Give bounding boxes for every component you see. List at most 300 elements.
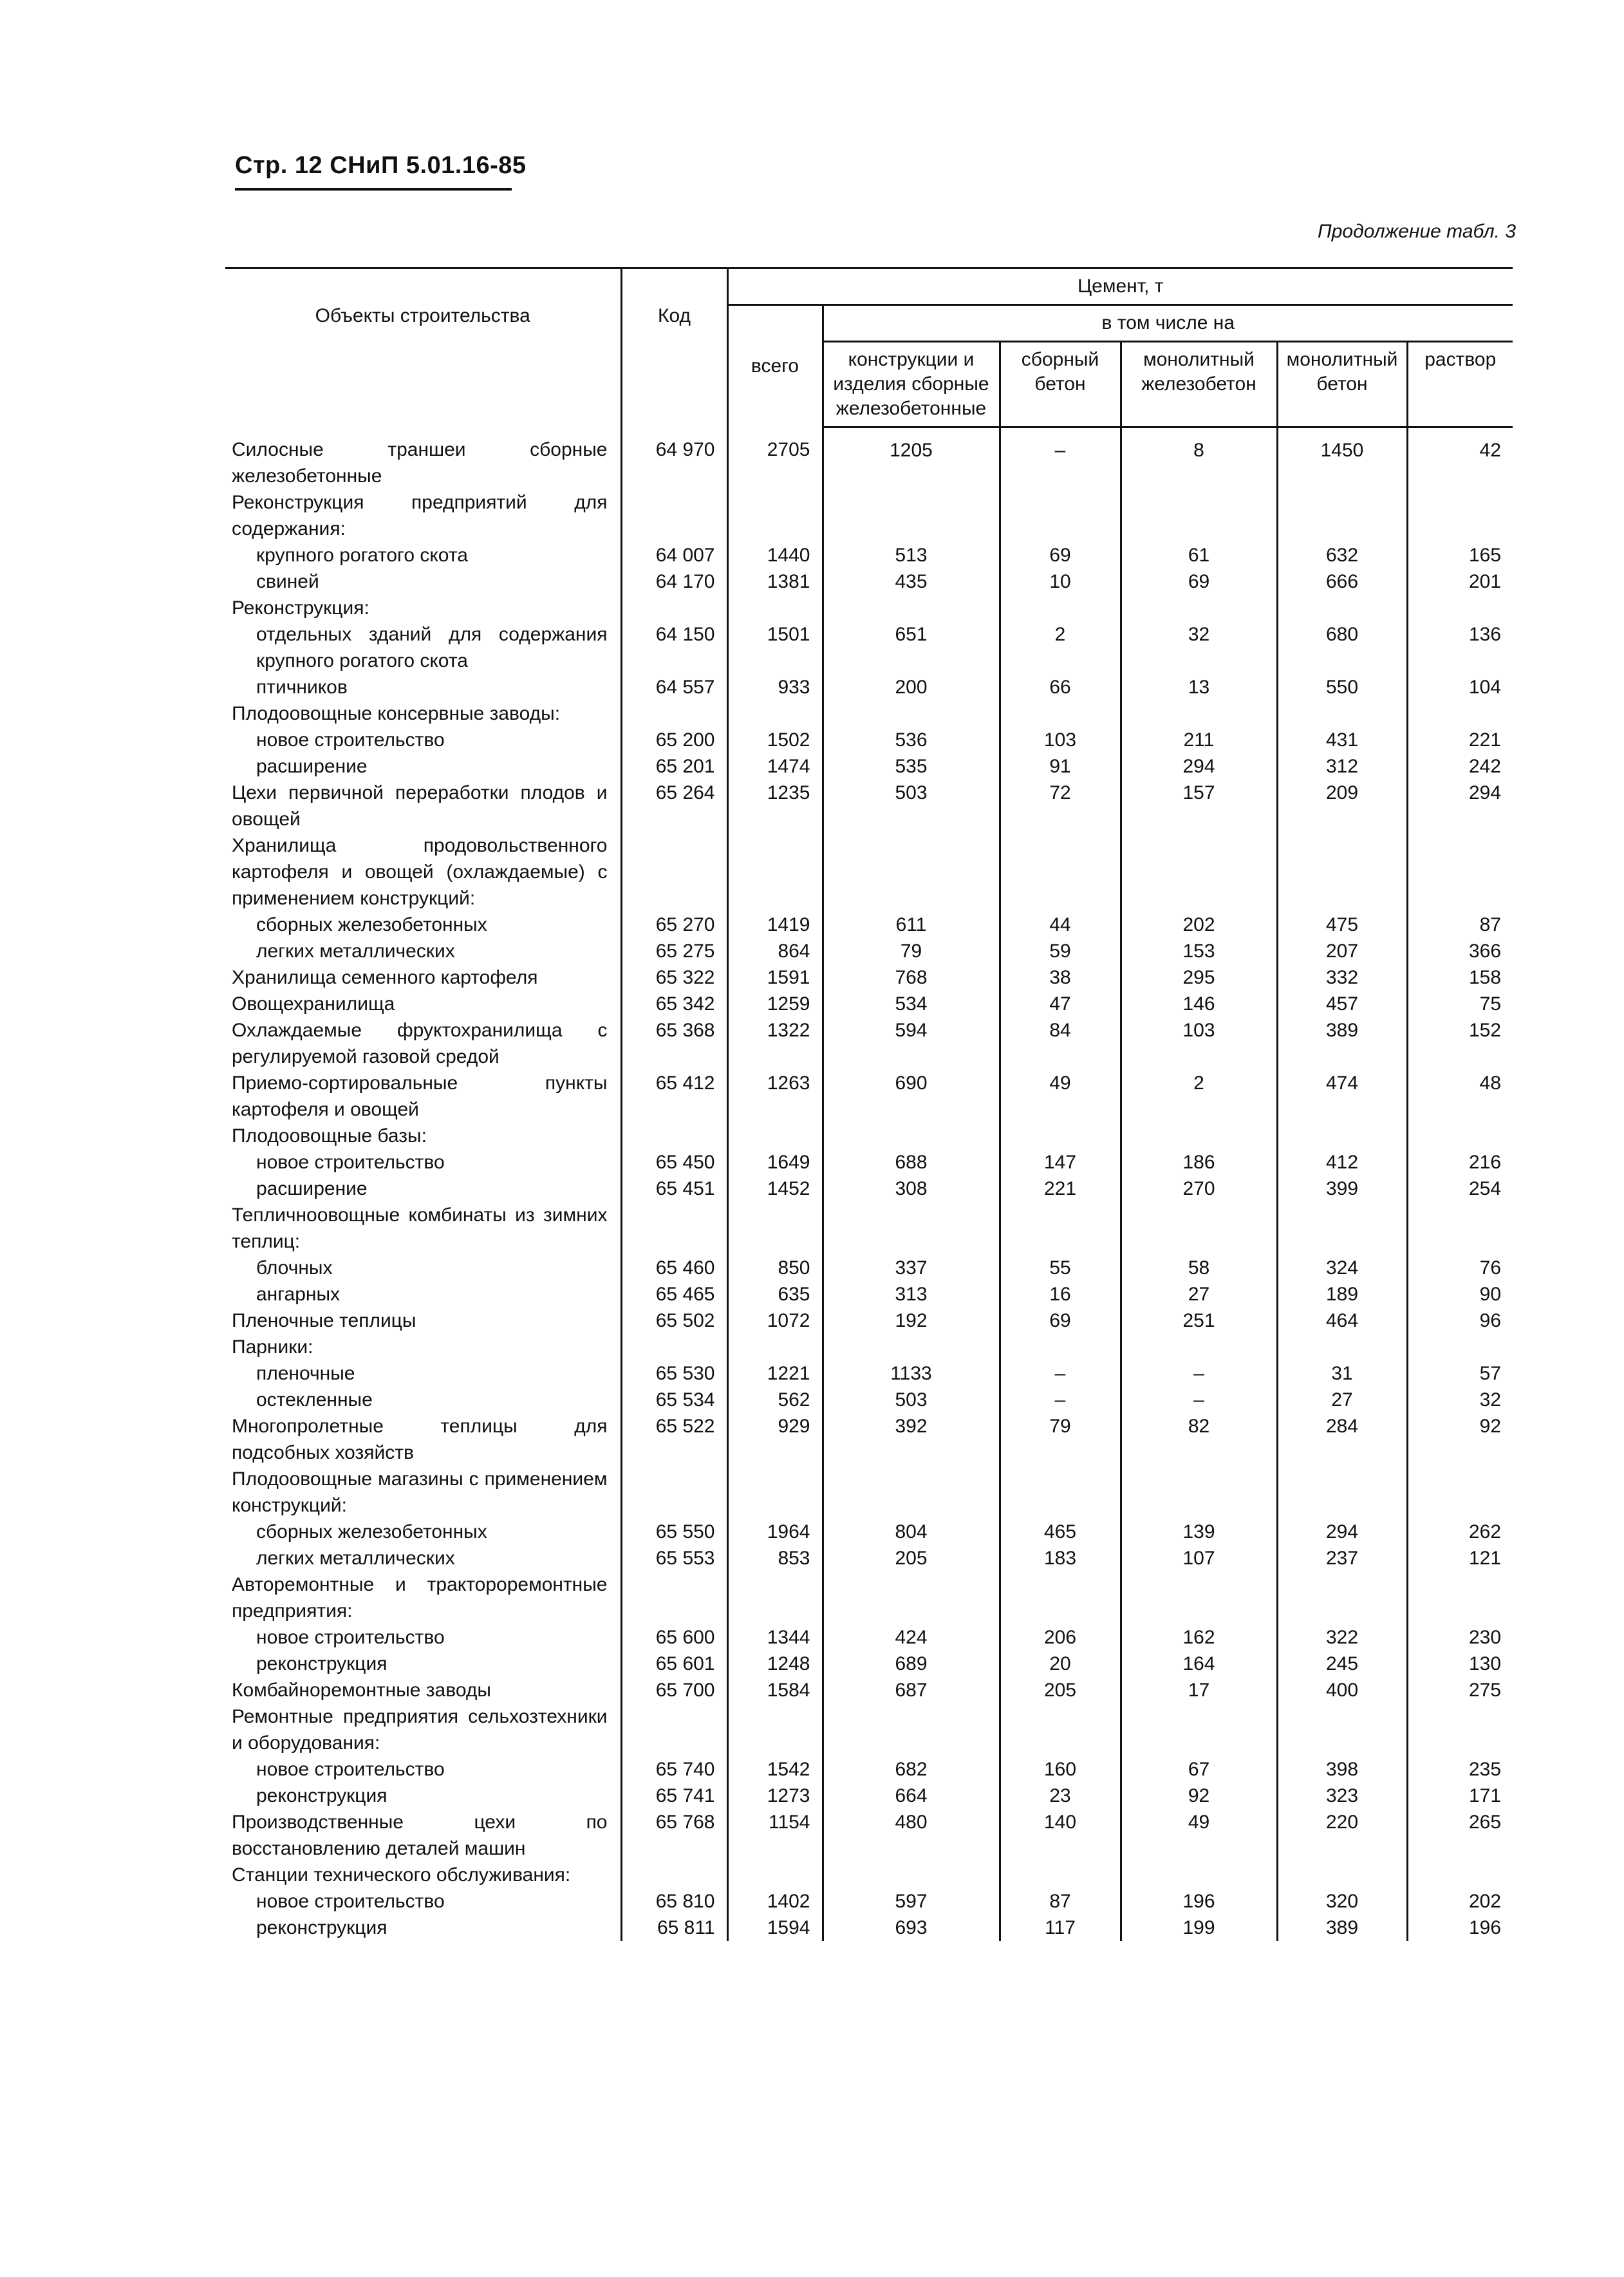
table-row — [225, 1255, 1513, 1281]
cell-total: 1419 — [727, 912, 823, 938]
col-mortar: раствор — [1407, 342, 1513, 427]
cell-code — [621, 832, 727, 912]
cell-object-name: Авторемонтные и трактороремонтные предприятия: — [232, 1573, 608, 1622]
cell-mortar — [1407, 489, 1513, 542]
cell-mortar: 254 — [1407, 1176, 1513, 1202]
cell-mortar: 121 — [1407, 1545, 1513, 1571]
cell-monolithic-concrete: 398 — [1277, 1756, 1407, 1783]
cell-total: 1502 — [727, 727, 823, 753]
cell-precast-concrete: 47 — [1000, 991, 1121, 1017]
cell-total: 864 — [727, 938, 823, 964]
cell-mortar: 104 — [1407, 674, 1513, 700]
col-objects: Объекты строительства — [225, 268, 621, 427]
cell-mortar: 165 — [1407, 542, 1513, 568]
cell-precast-concrete — [1000, 1334, 1121, 1360]
cell-total — [727, 489, 823, 542]
cell-object-name: Хранилища семенного картофеля — [232, 966, 538, 988]
cell-monolithic-concrete: 332 — [1277, 964, 1407, 991]
cell-monolithic-concrete — [1277, 832, 1407, 912]
cell-total: 562 — [727, 1387, 823, 1413]
cell-code — [621, 1862, 727, 1888]
cell-monolithic-concrete: 475 — [1277, 912, 1407, 938]
cell-monolithic-concrete: 207 — [1277, 938, 1407, 964]
col-precast-concrete: сборный бетон — [1000, 342, 1121, 427]
cell-object-name: новое строительство — [256, 729, 445, 751]
cell-monolithic-rc: 164 — [1121, 1651, 1277, 1677]
cell-monolithic-rc: 13 — [1121, 674, 1277, 700]
cell-precast-concrete — [1000, 1703, 1121, 1756]
cell-precast-concrete: 72 — [1000, 780, 1121, 832]
cell-precast-products — [823, 595, 1000, 621]
cell-code: 65 601 — [621, 1651, 727, 1677]
cell-code — [621, 1334, 727, 1360]
cell-precast-concrete: 87 — [1000, 1888, 1121, 1915]
cell-mortar — [1407, 595, 1513, 621]
cell-total — [727, 832, 823, 912]
cell-code: 65 811 — [621, 1915, 727, 1941]
cell-monolithic-rc: 211 — [1121, 727, 1277, 753]
cell-code — [621, 700, 727, 727]
cell-precast-concrete — [1000, 1862, 1121, 1888]
cell-precast-products: 480 — [823, 1809, 1000, 1862]
table-row — [225, 1545, 1513, 1571]
cell-monolithic-concrete: 399 — [1277, 1176, 1407, 1202]
cell-mortar: 294 — [1407, 780, 1513, 832]
table-row — [225, 1281, 1513, 1307]
cell-monolithic-rc: 32 — [1121, 621, 1277, 674]
cell-monolithic-rc: 82 — [1121, 1413, 1277, 1466]
cell-monolithic-rc: – — [1121, 1387, 1277, 1413]
table-row — [225, 753, 1513, 780]
cell-precast-concrete — [1000, 832, 1121, 912]
cell-precast-products: 535 — [823, 753, 1000, 780]
col-cement: Цемент, т — [727, 268, 1513, 305]
cell-precast-concrete: 205 — [1000, 1677, 1121, 1703]
cell-total: 1322 — [727, 1017, 823, 1070]
cell-precast-concrete: 66 — [1000, 674, 1121, 700]
cell-mortar: 202 — [1407, 1888, 1513, 1915]
cell-mortar — [1407, 1862, 1513, 1888]
cell-object-name: крупного рогатого скота — [256, 544, 468, 566]
cell-monolithic-concrete — [1277, 1123, 1407, 1149]
table-row — [225, 1202, 1513, 1255]
cell-total — [727, 595, 823, 621]
cell-precast-products: 664 — [823, 1783, 1000, 1809]
cell-object-name: Пленочные теплицы — [232, 1309, 416, 1331]
cell-code: 65 465 — [621, 1281, 727, 1307]
cell-precast-concrete: 117 — [1000, 1915, 1121, 1941]
cell-monolithic-rc: 251 — [1121, 1307, 1277, 1334]
cell-precast-products: 536 — [823, 727, 1000, 753]
cell-mortar: 158 — [1407, 964, 1513, 991]
cell-monolithic-concrete: 189 — [1277, 1281, 1407, 1307]
cell-monolithic-rc — [1121, 1703, 1277, 1756]
cell-mortar: 136 — [1407, 621, 1513, 674]
cell-object-name: Плодоовощные магазины с применением конструкций: — [232, 1468, 608, 1516]
cell-object-name: Тепличноовощные комбинаты из зимних теплиц: — [232, 1204, 608, 1252]
table-row — [225, 1915, 1513, 1941]
cell-precast-products: 503 — [823, 780, 1000, 832]
table-row — [225, 964, 1513, 991]
cell-mortar — [1407, 1703, 1513, 1756]
cell-precast-products: 424 — [823, 1624, 1000, 1651]
cell-object-name: Цехи первичной переработки плодов и овощей — [232, 782, 608, 830]
table-row — [225, 1703, 1513, 1756]
cell-object-name: Силосные траншеи сборные железобетонные — [232, 438, 608, 487]
cell-monolithic-rc: 107 — [1121, 1545, 1277, 1571]
cell-total: 1344 — [727, 1624, 823, 1651]
cell-mortar: 171 — [1407, 1783, 1513, 1809]
cell-code: 65 200 — [621, 727, 727, 753]
cell-monolithic-concrete: 632 — [1277, 542, 1407, 568]
table-row — [225, 1756, 1513, 1783]
cell-monolithic-concrete: 320 — [1277, 1888, 1407, 1915]
cell-precast-products: 513 — [823, 542, 1000, 568]
cell-precast-products: 392 — [823, 1413, 1000, 1466]
cell-object-name: свиней — [256, 570, 319, 592]
cell-precast-products: 534 — [823, 991, 1000, 1017]
cell-precast-concrete: 55 — [1000, 1255, 1121, 1281]
cell-object-name: новое строительство — [256, 1758, 445, 1780]
cell-precast-products — [823, 1202, 1000, 1255]
cell-code — [621, 1466, 727, 1519]
cell-precast-products — [823, 489, 1000, 542]
cell-precast-products — [823, 1466, 1000, 1519]
cell-code: 65 530 — [621, 1360, 727, 1387]
cell-total: 1154 — [727, 1809, 823, 1862]
cell-total: 1248 — [727, 1651, 823, 1677]
table-row — [225, 1466, 1513, 1519]
cell-code — [621, 489, 727, 542]
cell-monolithic-concrete: 400 — [1277, 1677, 1407, 1703]
cell-object-name: Приемо-сортировальные пункты картофеля и овощей — [232, 1072, 608, 1120]
cell-precast-concrete — [1000, 489, 1121, 542]
cell-code: 65 201 — [621, 753, 727, 780]
cell-mortar: 221 — [1407, 727, 1513, 753]
cell-precast-concrete — [1000, 1571, 1121, 1624]
table-row — [225, 542, 1513, 568]
table-row — [225, 1017, 1513, 1070]
col-monolithic-concrete: монолитный бетон — [1277, 342, 1407, 427]
cell-code: 65 460 — [621, 1255, 727, 1281]
cell-precast-products: 804 — [823, 1519, 1000, 1545]
cell-mortar — [1407, 700, 1513, 727]
cell-mortar: 92 — [1407, 1413, 1513, 1466]
cell-precast-concrete: 69 — [1000, 542, 1121, 568]
cell-total: 1591 — [727, 964, 823, 991]
cell-object-name: Плодоовощные консервные заводы: — [232, 702, 561, 724]
cell-mortar: 366 — [1407, 938, 1513, 964]
cell-monolithic-rc — [1121, 1571, 1277, 1624]
table-row — [225, 700, 1513, 727]
cell-object-name: Парники: — [232, 1336, 313, 1358]
cell-precast-products — [823, 1123, 1000, 1149]
cell-monolithic-rc — [1121, 700, 1277, 727]
cell-precast-concrete: 160 — [1000, 1756, 1121, 1783]
cell-object-name: Реконструкция: — [232, 597, 369, 619]
cell-monolithic-rc: 139 — [1121, 1519, 1277, 1545]
cell-object-name: сборных железобетонных — [256, 914, 487, 935]
cement-table — [225, 267, 1513, 1941]
cell-total: 1474 — [727, 753, 823, 780]
cell-object-name: новое строительство — [256, 1890, 445, 1912]
cell-monolithic-concrete — [1277, 1571, 1407, 1624]
cell-precast-products: 689 — [823, 1651, 1000, 1677]
cell-monolithic-rc — [1121, 1334, 1277, 1360]
cell-precast-products: 597 — [823, 1888, 1000, 1915]
cell-monolithic-rc: 58 — [1121, 1255, 1277, 1281]
table-row — [225, 1519, 1513, 1545]
cell-monolithic-concrete: 389 — [1277, 1017, 1407, 1070]
cell-mortar: 230 — [1407, 1624, 1513, 1651]
cell-monolithic-rc: 196 — [1121, 1888, 1277, 1915]
cell-precast-products: 687 — [823, 1677, 1000, 1703]
cell-monolithic-concrete: 457 — [1277, 991, 1407, 1017]
cell-precast-products — [823, 1571, 1000, 1624]
cell-monolithic-rc: 92 — [1121, 1783, 1277, 1809]
cell-total: 1542 — [727, 1756, 823, 1783]
cell-mortar — [1407, 832, 1513, 912]
cell-precast-products: 594 — [823, 1017, 1000, 1070]
cell-monolithic-rc: 157 — [1121, 780, 1277, 832]
cell-total: 1235 — [727, 780, 823, 832]
table-row — [225, 1176, 1513, 1202]
cell-mortar: 216 — [1407, 1149, 1513, 1176]
cell-total: 850 — [727, 1255, 823, 1281]
cell-monolithic-concrete: 474 — [1277, 1070, 1407, 1123]
cell-object-name: сборных железобетонных — [256, 1521, 487, 1542]
cell-precast-products: 200 — [823, 674, 1000, 700]
cell-code — [621, 595, 727, 621]
table-row — [225, 991, 1513, 1017]
cell-monolithic-rc: 294 — [1121, 753, 1277, 780]
table-row — [225, 674, 1513, 700]
cell-monolithic-concrete: 294 — [1277, 1519, 1407, 1545]
cell-code: 65 502 — [621, 1307, 727, 1334]
cell-code: 65 342 — [621, 991, 727, 1017]
cell-mortar: 262 — [1407, 1519, 1513, 1545]
table-row — [225, 1651, 1513, 1677]
cell-precast-concrete: 49 — [1000, 1070, 1121, 1123]
cell-precast-products: 688 — [823, 1149, 1000, 1176]
cell-monolithic-concrete: 27 — [1277, 1387, 1407, 1413]
cell-total: 929 — [727, 1413, 823, 1466]
cell-monolithic-rc: 69 — [1121, 568, 1277, 595]
cell-precast-concrete: 38 — [1000, 964, 1121, 991]
cell-code — [621, 1571, 727, 1624]
table-row — [225, 1123, 1513, 1149]
header-underline — [235, 188, 512, 191]
table-row — [225, 489, 1513, 542]
cell-total: 1649 — [727, 1149, 823, 1176]
table-row — [225, 621, 1513, 674]
cell-code: 65 368 — [621, 1017, 727, 1070]
cell-total: 635 — [727, 1281, 823, 1307]
col-monolithic-rc: монолитный железобетон — [1121, 342, 1277, 427]
cell-mortar: 96 — [1407, 1307, 1513, 1334]
table-continuation-label: Продолжение табл. 3 — [1318, 221, 1516, 242]
cell-precast-products: 611 — [823, 912, 1000, 938]
cell-precast-concrete: 183 — [1000, 1545, 1121, 1571]
cell-total: 1273 — [727, 1783, 823, 1809]
cell-object-name: расширение — [256, 755, 368, 777]
cell-monolithic-rc: 199 — [1121, 1915, 1277, 1941]
cell-code: 65 275 — [621, 938, 727, 964]
cell-code: 65 322 — [621, 964, 727, 991]
col-total: всего — [727, 305, 823, 427]
cell-monolithic-rc: 2 — [1121, 1070, 1277, 1123]
cell-precast-concrete: – — [1000, 1360, 1121, 1387]
cell-object-name: Хранилища продовольственного картофеля и овощей (охлаждаемые) с применением конструкций: — [232, 834, 608, 909]
cell-total: 1594 — [727, 1915, 823, 1941]
cell-monolithic-rc: 202 — [1121, 912, 1277, 938]
cell-code: 64 170 — [621, 568, 727, 595]
cell-code: 65 451 — [621, 1176, 727, 1202]
cell-object-name: реконструкция — [256, 1653, 387, 1674]
cell-total — [727, 1862, 823, 1888]
cell-mortar: 130 — [1407, 1651, 1513, 1677]
cell-object-name: Реконструкция предприятий для содержания: — [232, 491, 608, 539]
cell-total: 1381 — [727, 568, 823, 595]
cell-mortar — [1407, 1334, 1513, 1360]
cell-mortar: 242 — [1407, 753, 1513, 780]
table-row — [225, 780, 1513, 832]
cell-code — [621, 1123, 727, 1149]
cell-precast-products: 337 — [823, 1255, 1000, 1281]
cell-precast-products: 1133 — [823, 1360, 1000, 1387]
cell-precast-products: 313 — [823, 1281, 1000, 1307]
cell-precast-products: 1205 — [823, 427, 1000, 489]
cell-total: 2705 — [727, 427, 823, 489]
table-row — [225, 1571, 1513, 1624]
cell-monolithic-rc: 8 — [1121, 427, 1277, 489]
cell-precast-concrete — [1000, 1123, 1121, 1149]
cell-precast-products: 693 — [823, 1915, 1000, 1941]
cell-object-name: легких металлических — [256, 1547, 455, 1569]
cell-mortar: 201 — [1407, 568, 1513, 595]
cell-monolithic-concrete: 245 — [1277, 1651, 1407, 1677]
cell-total: 1402 — [727, 1888, 823, 1915]
cell-code: 65 522 — [621, 1413, 727, 1466]
cell-object-name: Комбайноремонтные заводы — [232, 1679, 491, 1701]
cell-code: 65 264 — [621, 780, 727, 832]
cell-total: 1964 — [727, 1519, 823, 1545]
cell-precast-products — [823, 832, 1000, 912]
cell-code: 65 553 — [621, 1545, 727, 1571]
cell-mortar: 57 — [1407, 1360, 1513, 1387]
table-body — [225, 427, 1513, 1941]
cell-object-name: Овощехранилища — [232, 993, 395, 1015]
cell-code: 65 700 — [621, 1677, 727, 1703]
cell-monolithic-rc: 103 — [1121, 1017, 1277, 1070]
cell-monolithic-concrete — [1277, 489, 1407, 542]
cell-mortar: 235 — [1407, 1756, 1513, 1783]
cell-precast-products — [823, 1862, 1000, 1888]
table-row — [225, 1360, 1513, 1387]
cell-object-name: новое строительство — [256, 1626, 445, 1648]
cell-precast-concrete: 147 — [1000, 1149, 1121, 1176]
cell-object-name: Производственные цехи по восстановлению деталей машин — [232, 1811, 608, 1859]
cell-precast-concrete — [1000, 700, 1121, 727]
table-row — [225, 1307, 1513, 1334]
cell-mortar: 87 — [1407, 912, 1513, 938]
cell-monolithic-rc: 61 — [1121, 542, 1277, 568]
cell-precast-products — [823, 1703, 1000, 1756]
cell-monolithic-rc — [1121, 832, 1277, 912]
cell-monolithic-concrete: 209 — [1277, 780, 1407, 832]
cell-object-name: реконструкция — [256, 1916, 387, 1938]
cell-code: 65 450 — [621, 1149, 727, 1176]
cell-monolithic-rc — [1121, 595, 1277, 621]
cell-precast-products: 503 — [823, 1387, 1000, 1413]
cell-object-name: Ремонтные предприятия сельхозтехники и оборудования: — [232, 1705, 608, 1754]
cell-code: 64 557 — [621, 674, 727, 700]
cell-mortar: 48 — [1407, 1070, 1513, 1123]
cell-mortar: 152 — [1407, 1017, 1513, 1070]
table-row — [225, 1862, 1513, 1888]
table-row — [225, 1149, 1513, 1176]
cell-precast-products: 192 — [823, 1307, 1000, 1334]
cell-monolithic-concrete: 31 — [1277, 1360, 1407, 1387]
cell-object-name: Многопролетные теплицы для подсобных хозяйств — [232, 1415, 608, 1463]
cell-object-name: новое строительство — [256, 1151, 445, 1173]
cell-precast-concrete: 140 — [1000, 1809, 1121, 1862]
table-row — [225, 427, 1513, 489]
cell-monolithic-concrete — [1277, 1703, 1407, 1756]
cell-precast-concrete: 84 — [1000, 1017, 1121, 1070]
cell-precast-products: 205 — [823, 1545, 1000, 1571]
cell-object-name: Плодоовощные базы: — [232, 1125, 427, 1147]
cell-precast-products — [823, 700, 1000, 727]
cell-monolithic-concrete: 322 — [1277, 1624, 1407, 1651]
table-row — [225, 1413, 1513, 1466]
cell-monolithic-rc: 162 — [1121, 1624, 1277, 1651]
cell-code: 65 810 — [621, 1888, 727, 1915]
cell-object-name: Станции технического обслуживания: — [232, 1864, 571, 1886]
cell-monolithic-rc: 270 — [1121, 1176, 1277, 1202]
cell-code: 65 534 — [621, 1387, 727, 1413]
cell-precast-concrete — [1000, 1466, 1121, 1519]
cell-precast-concrete: 16 — [1000, 1281, 1121, 1307]
cell-precast-concrete: 465 — [1000, 1519, 1121, 1545]
cell-mortar: 42 — [1407, 427, 1513, 489]
cell-object-name: ангарных — [256, 1283, 341, 1305]
cell-precast-products: 651 — [823, 621, 1000, 674]
cell-object-name: пленочные — [256, 1362, 355, 1384]
cell-precast-products: 308 — [823, 1176, 1000, 1202]
cell-monolithic-concrete: 550 — [1277, 674, 1407, 700]
cell-mortar: 76 — [1407, 1255, 1513, 1281]
cell-total — [727, 700, 823, 727]
cell-monolithic-rc: 146 — [1121, 991, 1277, 1017]
cell-mortar: 75 — [1407, 991, 1513, 1017]
col-code: Код — [621, 268, 727, 427]
cell-monolithic-rc — [1121, 489, 1277, 542]
cell-monolithic-concrete: 412 — [1277, 1149, 1407, 1176]
cell-total: 853 — [727, 1545, 823, 1571]
cell-monolithic-concrete — [1277, 1202, 1407, 1255]
table-row — [225, 1624, 1513, 1651]
cell-code: 64 150 — [621, 621, 727, 674]
cell-monolithic-concrete: 312 — [1277, 753, 1407, 780]
cell-mortar — [1407, 1466, 1513, 1519]
cell-mortar — [1407, 1202, 1513, 1255]
cell-mortar: 196 — [1407, 1915, 1513, 1941]
cell-precast-concrete: 69 — [1000, 1307, 1121, 1334]
cell-monolithic-concrete: 431 — [1277, 727, 1407, 753]
table-row — [225, 832, 1513, 912]
cell-precast-products: 435 — [823, 568, 1000, 595]
